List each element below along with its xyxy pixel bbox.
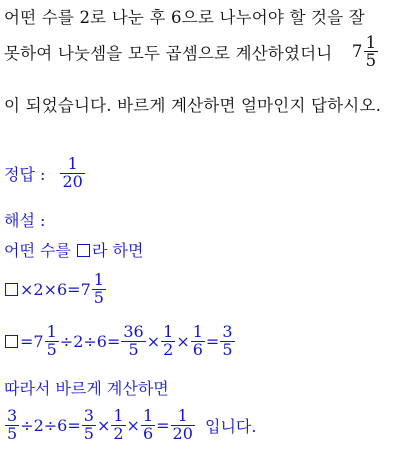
eq2-fraction-a [45, 324, 59, 359]
eq3-equals-2: = [156, 415, 170, 435]
eq3-a-num: 3 [7, 406, 18, 425]
eq3-d-num: 1 [142, 406, 154, 425]
eq3-equals: = [67, 415, 81, 435]
eq1-equals: = [67, 279, 81, 299]
eq3-fraction-a [5, 408, 19, 443]
eq3-e-den: 20 [172, 423, 193, 443]
eq3-suffix: 입니다. [205, 416, 257, 436]
eq3-d-den: 6 [142, 423, 154, 443]
eq3-times-1: × [96, 415, 111, 435]
answer-line [4, 156, 86, 191]
eq2-fraction-e [220, 324, 234, 359]
eq2-den: 5 [46, 339, 57, 359]
problem-fraction [364, 34, 379, 70]
eq3-fraction-d [141, 408, 155, 443]
eq2-ops: ÷2÷6 [59, 331, 107, 351]
eq2-f4-num: 3 [222, 322, 233, 341]
explanation-label: 해설 : [4, 211, 46, 230]
unknown-box-icon [5, 335, 18, 348]
eq1-ops: ×2×6 [20, 279, 68, 299]
answer-label: 정답 : [4, 164, 46, 184]
eq3-ops: ÷2÷6 [20, 415, 68, 435]
eq2-f1-den: 5 [121, 341, 145, 359]
eq3-fraction-e [171, 408, 195, 443]
answer-fraction [60, 156, 84, 191]
problem-fraction-den: 5 [365, 51, 377, 71]
eq3-times-2: × [126, 415, 140, 435]
eq2-f2-den: 2 [163, 339, 174, 359]
eq2-times-2: × [176, 331, 190, 351]
eq1-num: 1 [93, 270, 104, 289]
eq3-e-num: 1 [177, 406, 188, 425]
answer-den: 20 [62, 171, 83, 191]
eq2-f3-num: 1 [192, 322, 203, 341]
eq3-b-den: 5 [83, 423, 94, 443]
unknown-box-icon [5, 283, 18, 296]
eq2-equals-2: = [106, 331, 121, 351]
eq3-b-num: 3 [83, 406, 94, 425]
eq2-f4-den: 5 [222, 339, 233, 359]
eq2-fraction-c [161, 324, 175, 359]
eq3-fraction-c [111, 408, 125, 443]
eq2-f1-num: 36 [123, 322, 144, 341]
eq2-num: 1 [46, 322, 57, 341]
eq2-equals: = [20, 331, 34, 351]
eq2-fraction-d [191, 324, 205, 359]
equation-2 [4, 324, 236, 359]
problem-mixed-whole: 7 [351, 42, 363, 62]
equation-1 [4, 272, 107, 307]
eq2-times-1: × [146, 331, 161, 351]
eq2-f3-den: 6 [192, 339, 203, 359]
eq3-fraction-b [82, 408, 96, 443]
problem-line-1: 어떤 수를 2로 나눈 후 6으로 나누어야 할 것을 잘 [4, 8, 365, 27]
step1-suffix: 라 하면 [92, 241, 144, 260]
problem-line-2-text: 못하여 나눗셈을 모두 곱셈으로 계산하였더니 [4, 43, 333, 63]
explanation-step-3: 따라서 바르게 계산하면 [4, 379, 169, 398]
step1-text: 어떤 수를 [4, 241, 71, 260]
problem-line-2 [4, 34, 379, 70]
eq3-c-den: 2 [113, 423, 124, 443]
equation-3 [4, 408, 256, 443]
eq2-f2-num: 1 [163, 322, 174, 341]
unknown-box-icon [77, 244, 90, 257]
eq1-fraction [92, 272, 106, 307]
eq3-c-num: 1 [113, 406, 124, 425]
answer-num: 1 [67, 154, 78, 173]
problem-line-3: 이 되었습니다. 바르게 계산하면 얼마인지 답하시오. [4, 96, 382, 115]
eq1-whole: 7 [80, 279, 91, 299]
eq3-a-den: 5 [7, 423, 18, 443]
eq2-equals-3: = [205, 331, 220, 351]
eq2-fraction-b [121, 324, 145, 359]
explanation-step-1 [4, 238, 143, 261]
eq2-whole: 7 [33, 331, 44, 351]
problem-fraction-num: 1 [365, 33, 377, 52]
problem-mixed-number [351, 33, 379, 71]
eq1-den: 5 [93, 287, 104, 307]
